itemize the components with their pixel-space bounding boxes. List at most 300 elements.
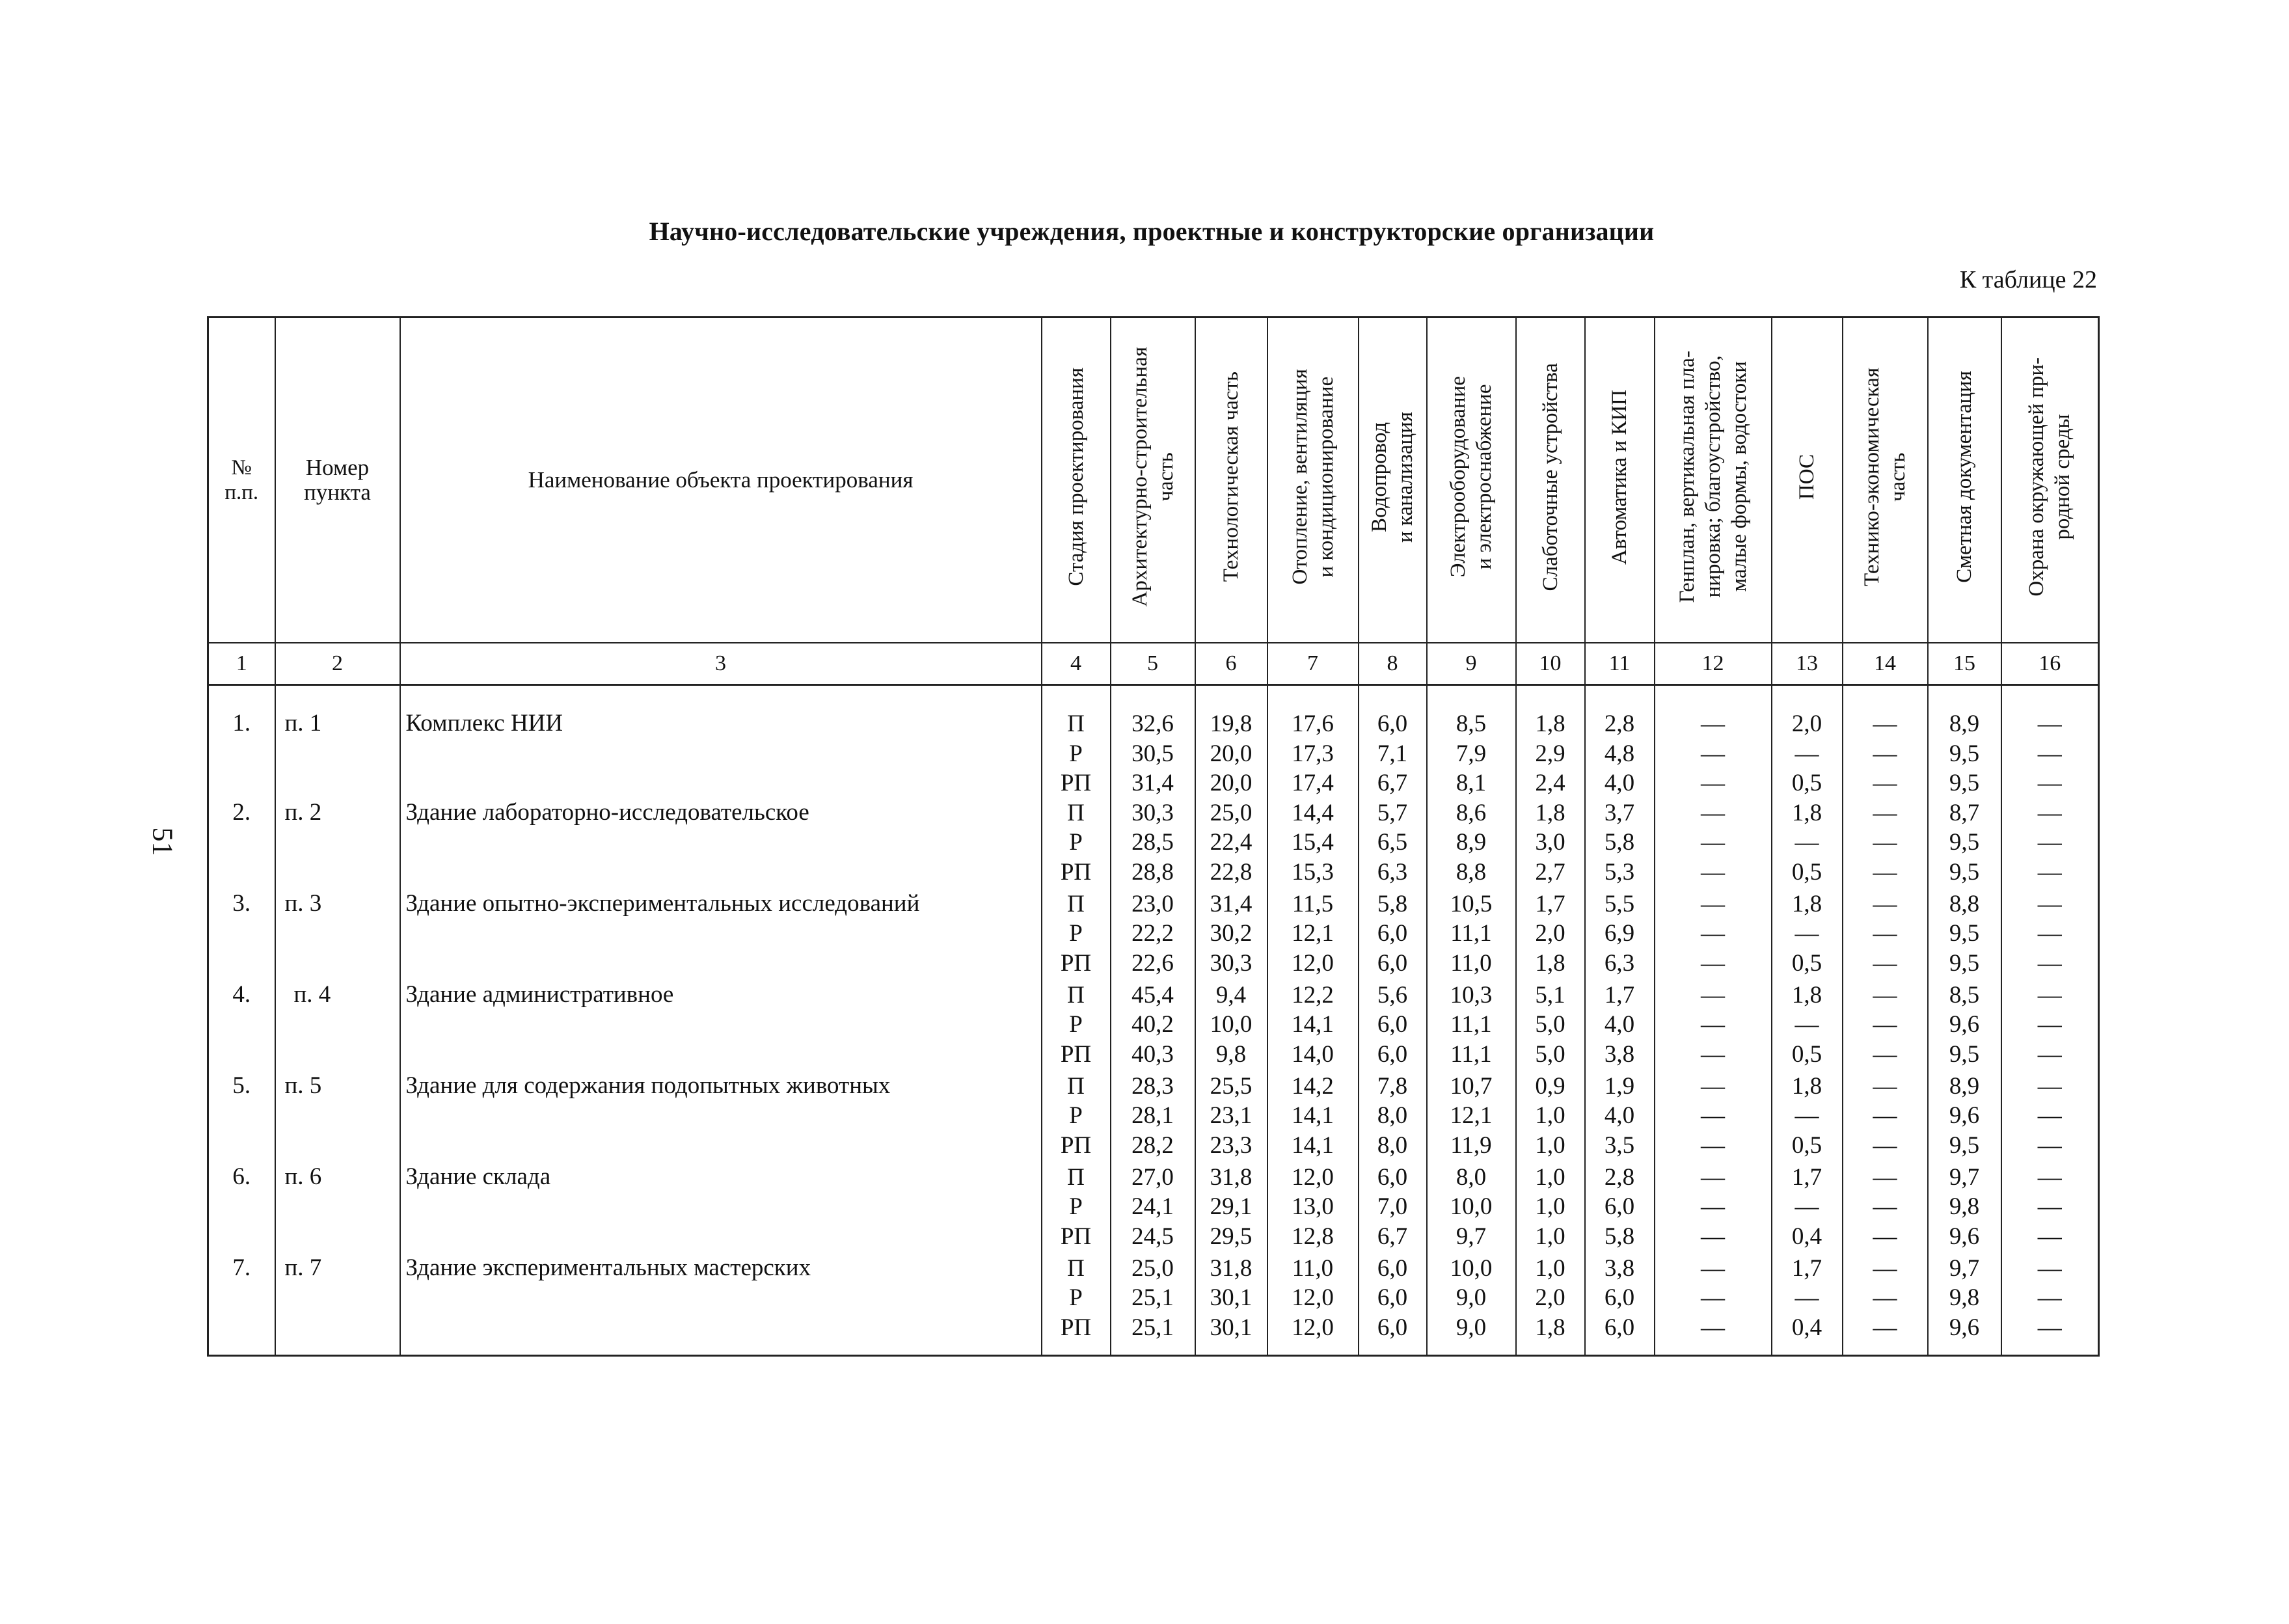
cell-value: — xyxy=(1795,1193,1819,1220)
cell-value: 8,8 xyxy=(1949,890,1980,917)
cell-c8 xyxy=(1359,981,1427,1072)
cell-value: П xyxy=(1067,1163,1085,1191)
cell-value: 20,0 xyxy=(1210,770,1253,796)
row-point: п. 2 xyxy=(275,798,400,889)
table-row xyxy=(208,1163,2099,1254)
cell-value: 28,1 xyxy=(1131,1102,1174,1129)
cell-c13 xyxy=(1772,1072,1843,1163)
cell-value: 12,0 xyxy=(1292,1284,1334,1311)
cell-value: 12,0 xyxy=(1292,1163,1334,1191)
cell-value: 1,8 xyxy=(1535,799,1565,826)
cell-c8 xyxy=(1359,685,1427,798)
cell-value: 1,0 xyxy=(1535,1131,1565,1159)
cell-value: 9,6 xyxy=(1949,1011,1980,1038)
column-number: 10 xyxy=(1516,643,1585,685)
cell-value: Р xyxy=(1069,829,1083,856)
cell-value: 28,8 xyxy=(1131,858,1174,886)
cell-value: — xyxy=(2037,710,2062,737)
cell-c12 xyxy=(1655,981,1772,1072)
cell-value: 25,5 xyxy=(1210,1072,1253,1100)
cell-value: 6,0 xyxy=(1377,710,1408,737)
cell-value: 11,1 xyxy=(1450,1011,1492,1038)
table-row xyxy=(208,1072,2099,1163)
cell-value: — xyxy=(2037,1314,2062,1341)
cell-value: 1,7 xyxy=(1535,890,1565,917)
column-number: 11 xyxy=(1585,643,1655,685)
cell-value: 14,1 xyxy=(1292,1011,1334,1038)
col-header-8 xyxy=(1359,318,1427,643)
cell-value: — xyxy=(2037,858,2062,886)
cell-value: — xyxy=(1873,858,1897,886)
cell-value: 1,0 xyxy=(1535,1254,1565,1282)
cell-c9 xyxy=(1427,1072,1516,1163)
cell-value: 11,1 xyxy=(1450,920,1492,947)
cell-value: 11,0 xyxy=(1292,1254,1334,1282)
cell-value: 6,0 xyxy=(1377,920,1408,947)
cell-value: РП xyxy=(1060,1040,1092,1068)
cell-value: 3,8 xyxy=(1604,1254,1635,1282)
cell-c10 xyxy=(1516,798,1585,889)
cell-value: 2,9 xyxy=(1535,740,1565,767)
col-header-label: Номер пункта xyxy=(304,455,371,505)
cell-c15 xyxy=(1928,1072,2001,1163)
col-header-label: Технико-экономическая часть xyxy=(1860,368,1910,586)
cell-value: 17,6 xyxy=(1292,710,1334,737)
cell-value: — xyxy=(1873,1131,1897,1159)
cell-value: — xyxy=(1701,1314,1725,1341)
col-header-10 xyxy=(1516,318,1585,643)
cell-c7 xyxy=(1267,889,1359,981)
col-header-label: Стадия проектирования xyxy=(1064,368,1088,586)
cell-value: 8,0 xyxy=(1377,1102,1408,1129)
cell-value: 9,6 xyxy=(1949,1223,1980,1250)
cell-value: — xyxy=(1873,949,1897,977)
cell-value: 9,5 xyxy=(1949,1040,1980,1068)
cell-value: 1,9 xyxy=(1604,1072,1635,1100)
cell-value: — xyxy=(1873,770,1897,796)
page-number: 51 xyxy=(146,827,179,856)
cell-c11 xyxy=(1585,981,1655,1072)
cell-value: — xyxy=(1873,1072,1897,1100)
cell-c7 xyxy=(1267,981,1359,1072)
cell-c11 xyxy=(1585,889,1655,981)
cell-c6 xyxy=(1195,685,1267,798)
cell-value: 3,0 xyxy=(1535,829,1565,856)
cell-value: 31,4 xyxy=(1210,890,1253,917)
cell-c16 xyxy=(2001,889,2099,981)
cell-c16 xyxy=(2001,1072,2099,1163)
row-object-name: Здание для содержания подопытных животных xyxy=(400,1072,1042,1163)
cell-value: — xyxy=(2037,799,2062,826)
cell-value: П xyxy=(1067,890,1085,917)
cell-value: П xyxy=(1067,1072,1085,1100)
cell-value: РП xyxy=(1060,1223,1092,1250)
cell-c8 xyxy=(1359,1163,1427,1254)
cell-c5 xyxy=(1111,798,1195,889)
cell-value: 4,0 xyxy=(1604,1102,1635,1129)
cell-value: — xyxy=(1701,1072,1725,1100)
cell-value: — xyxy=(1873,1254,1897,1282)
cell-value: — xyxy=(2037,1284,2062,1311)
column-number: 2 xyxy=(275,643,400,685)
cell-c6 xyxy=(1195,889,1267,981)
row-point: п. 5 xyxy=(275,1072,400,1163)
cell-c16 xyxy=(2001,1254,2099,1356)
cell-value: 6,0 xyxy=(1604,1193,1635,1220)
cell-value: — xyxy=(1873,1163,1897,1191)
col-header-label: Отопление, вентиляция и кондиционирование xyxy=(1288,369,1338,585)
cell-c8 xyxy=(1359,798,1427,889)
cell-c16 xyxy=(2001,981,2099,1072)
table-row xyxy=(208,1254,2099,1356)
cell-value: 12,0 xyxy=(1292,1314,1334,1341)
cell-value: — xyxy=(1795,1102,1819,1129)
cell-value: РП xyxy=(1060,949,1092,977)
cell-value: 30,1 xyxy=(1210,1314,1253,1341)
col-header-label: Охрана окружающей при- родной среды xyxy=(2025,357,2075,597)
cell-value: — xyxy=(2037,1193,2062,1220)
cell-value: 9,4 xyxy=(1215,981,1247,1008)
cell-value: 11,9 xyxy=(1450,1131,1492,1159)
cell-value: 9,0 xyxy=(1456,1314,1487,1341)
cell-value: — xyxy=(1701,829,1725,856)
col-header-label: Сметная документация xyxy=(1953,371,1976,583)
cell-value: — xyxy=(2037,1011,2062,1038)
cell-value: 6,3 xyxy=(1377,858,1408,886)
cell-value: 1,8 xyxy=(1791,981,1822,1008)
cell-c14 xyxy=(1843,981,1928,1072)
table-body xyxy=(208,685,2099,1356)
col-header-label: № п.п. xyxy=(224,456,259,504)
cell-value: 8,8 xyxy=(1456,858,1487,886)
cell-value: — xyxy=(1701,949,1725,977)
cell-c9 xyxy=(1427,685,1516,798)
cell-c11 xyxy=(1585,1254,1655,1356)
cell-value: 7,0 xyxy=(1377,1193,1408,1220)
cell-value: — xyxy=(2037,1254,2062,1282)
cell-stages xyxy=(1042,685,1111,798)
row-point: п. 3 xyxy=(275,889,400,981)
cell-value: 12,1 xyxy=(1450,1102,1493,1129)
col-header-14 xyxy=(1843,318,1928,643)
cell-c15 xyxy=(1928,1254,2001,1356)
row-object-name: Здание лабораторно-исследовательское xyxy=(400,798,1042,889)
col-header-label: Технологическая часть xyxy=(1219,372,1243,582)
cell-value: 6,0 xyxy=(1377,1040,1408,1068)
cell-value: 1,8 xyxy=(1791,1072,1822,1100)
cell-value: 11,5 xyxy=(1292,890,1334,917)
cell-value: — xyxy=(1701,1284,1725,1311)
col-header-label: Генплан, вертикальная пла- нировка; благоустройство, малые формы, водостоки xyxy=(1675,351,1751,603)
cell-value: — xyxy=(1701,1011,1725,1038)
cell-c7 xyxy=(1267,1072,1359,1163)
cell-c12 xyxy=(1655,1072,1772,1163)
cell-value: — xyxy=(2037,949,2062,977)
cell-value: 2,0 xyxy=(1535,1284,1565,1311)
cell-value: — xyxy=(2037,1040,2062,1068)
row-index: 3. xyxy=(208,889,275,981)
cell-value: Р xyxy=(1069,1011,1083,1038)
cell-value: 1,7 xyxy=(1791,1254,1822,1282)
cell-value: — xyxy=(1701,920,1725,947)
col-header-label: Слаботочные устройства xyxy=(1538,362,1562,591)
cell-value: 8,7 xyxy=(1949,799,1980,826)
cell-value: 1,0 xyxy=(1535,1223,1565,1250)
table-row xyxy=(208,685,2099,798)
cell-value: 15,4 xyxy=(1292,829,1334,856)
page-title: Научно-исследовательские учреждения, проектные и конструкторские организации xyxy=(649,217,1655,246)
cell-value: 20,0 xyxy=(1210,740,1253,767)
cell-c9 xyxy=(1427,889,1516,981)
cell-value: — xyxy=(1873,740,1897,767)
cell-value: 9,7 xyxy=(1456,1223,1487,1250)
cell-value: — xyxy=(1873,1193,1897,1220)
cell-value: — xyxy=(1873,1102,1897,1129)
cell-value: 12,8 xyxy=(1292,1223,1334,1250)
cell-value: 19,8 xyxy=(1210,710,1253,737)
cell-value: 10,5 xyxy=(1450,890,1493,917)
cell-c10 xyxy=(1516,1163,1585,1254)
column-number: 4 xyxy=(1042,643,1111,685)
cell-value: 6,0 xyxy=(1377,949,1408,977)
cell-value: 9,5 xyxy=(1949,920,1980,947)
cell-value: 0,5 xyxy=(1791,1040,1822,1068)
cell-value: 29,5 xyxy=(1210,1223,1253,1250)
cell-value: 4,0 xyxy=(1604,1011,1635,1038)
row-object-name: Здание склада xyxy=(400,1163,1042,1254)
cell-value: П xyxy=(1067,799,1085,826)
cell-c6 xyxy=(1195,798,1267,889)
cell-value: — xyxy=(1701,981,1725,1008)
column-number: 3 xyxy=(400,643,1042,685)
cell-stages xyxy=(1042,1072,1111,1163)
cell-value: 9,7 xyxy=(1949,1254,1980,1282)
row-index: 1. xyxy=(208,685,275,798)
row-point: п. 1 xyxy=(275,685,400,798)
cell-c13 xyxy=(1772,685,1843,798)
cell-value: Р xyxy=(1069,1193,1083,1220)
cell-c14 xyxy=(1843,1254,1928,1356)
cell-value: 28,2 xyxy=(1131,1131,1174,1159)
cell-value: 1,8 xyxy=(1535,1314,1565,1341)
cell-c10 xyxy=(1516,1072,1585,1163)
column-number: 9 xyxy=(1427,643,1516,685)
cell-value: — xyxy=(2037,829,2062,856)
row-object-name: Здание экспериментальных мастерских xyxy=(400,1254,1042,1356)
cell-c11 xyxy=(1585,798,1655,889)
cell-value: 9,8 xyxy=(1215,1040,1247,1068)
col-header-9 xyxy=(1427,318,1516,643)
cell-c12 xyxy=(1655,1163,1772,1254)
cell-value: 31,4 xyxy=(1131,770,1174,796)
cell-value: 12,1 xyxy=(1292,920,1334,947)
cell-value: 6,0 xyxy=(1377,1254,1408,1282)
cell-value: 6,9 xyxy=(1604,920,1635,947)
cell-value: Р xyxy=(1069,1284,1083,1311)
cell-value: П xyxy=(1067,981,1085,1008)
cell-value: 2,0 xyxy=(1791,710,1822,737)
cell-value: 2,7 xyxy=(1535,858,1565,886)
col-header-label: Водопровод и канализация xyxy=(1368,411,1417,543)
cell-value: 30,2 xyxy=(1210,920,1253,947)
cell-stages xyxy=(1042,1163,1111,1254)
header-row xyxy=(208,318,2099,643)
cell-value: 1,7 xyxy=(1604,981,1635,1008)
col-header-label: Электрооборудование и электроснабжение xyxy=(1446,376,1496,578)
col-header-15 xyxy=(1928,318,2001,643)
cell-value: 1,7 xyxy=(1791,1163,1822,1191)
col-header-label: Архитектурно-строительная часть xyxy=(1128,347,1178,607)
cell-value: 10,3 xyxy=(1450,981,1493,1008)
cell-value: Р xyxy=(1069,1102,1083,1129)
cell-c9 xyxy=(1427,1163,1516,1254)
row-index: 7. xyxy=(208,1254,275,1356)
cell-value: — xyxy=(1701,1223,1725,1250)
cell-c11 xyxy=(1585,1163,1655,1254)
cell-value: Р xyxy=(1069,740,1083,767)
cell-value: 0,9 xyxy=(1535,1072,1565,1100)
cell-value: — xyxy=(1795,740,1819,767)
cell-c11 xyxy=(1585,685,1655,798)
cell-value: — xyxy=(1701,1254,1725,1282)
cell-c7 xyxy=(1267,798,1359,889)
cell-c6 xyxy=(1195,1072,1267,1163)
table-reference: К таблице 22 xyxy=(1959,266,2097,293)
cell-value: 5,0 xyxy=(1535,1040,1565,1068)
cell-value: 11,1 xyxy=(1450,1040,1492,1068)
cell-value: 2,8 xyxy=(1604,1163,1635,1191)
cell-c9 xyxy=(1427,798,1516,889)
cell-value: 0,5 xyxy=(1791,858,1822,886)
cell-value: — xyxy=(1795,1284,1819,1311)
cell-c8 xyxy=(1359,889,1427,981)
cell-c14 xyxy=(1843,798,1928,889)
cell-value: — xyxy=(2037,920,2062,947)
column-number: 7 xyxy=(1267,643,1359,685)
cell-value: 14,4 xyxy=(1292,799,1334,826)
cell-c10 xyxy=(1516,981,1585,1072)
cell-value: 27,0 xyxy=(1131,1163,1174,1191)
cell-value: 1,0 xyxy=(1535,1193,1565,1220)
cell-value: 5,1 xyxy=(1535,981,1565,1008)
cell-value: 23,3 xyxy=(1210,1131,1253,1159)
cell-value: 24,5 xyxy=(1131,1223,1174,1250)
cell-c7 xyxy=(1267,1254,1359,1356)
cell-value: 28,3 xyxy=(1131,1072,1174,1100)
cell-value: 6,0 xyxy=(1377,1314,1408,1341)
cell-value: — xyxy=(1701,770,1725,796)
cell-value: 10,0 xyxy=(1450,1193,1493,1220)
cell-c13 xyxy=(1772,1163,1843,1254)
col-header-label: Наименование объекта проектирования xyxy=(528,467,914,493)
cell-stages xyxy=(1042,798,1111,889)
cell-value: 3,8 xyxy=(1604,1040,1635,1068)
cell-stages xyxy=(1042,981,1111,1072)
cell-value: — xyxy=(1795,829,1819,856)
cell-value: — xyxy=(1873,890,1897,917)
cell-value: 22,4 xyxy=(1210,829,1253,856)
cell-value: 8,9 xyxy=(1456,829,1487,856)
cell-value: 5,3 xyxy=(1604,858,1635,886)
cell-c8 xyxy=(1359,1254,1427,1356)
cell-value: 6,0 xyxy=(1377,1163,1408,1191)
column-number: 13 xyxy=(1772,643,1843,685)
cell-value: 5,0 xyxy=(1535,1011,1565,1038)
cell-value: 23,1 xyxy=(1210,1102,1253,1129)
cell-value: 14,0 xyxy=(1292,1040,1334,1068)
cell-c14 xyxy=(1843,1163,1928,1254)
cell-value: 11,0 xyxy=(1450,949,1492,977)
column-number: 15 xyxy=(1928,643,2001,685)
cell-value: 6,3 xyxy=(1604,949,1635,977)
cell-value: 1,8 xyxy=(1535,710,1565,737)
cell-value: 22,2 xyxy=(1131,920,1174,947)
cell-value: 1,8 xyxy=(1535,949,1565,977)
cell-value: — xyxy=(2037,770,2062,796)
column-number: 12 xyxy=(1655,643,1772,685)
cell-value: 7,8 xyxy=(1377,1072,1408,1100)
cell-c12 xyxy=(1655,798,1772,889)
cell-value: 4,8 xyxy=(1604,740,1635,767)
cell-value: 3,5 xyxy=(1604,1131,1635,1159)
cell-value: 9,5 xyxy=(1949,770,1980,796)
column-number: 16 xyxy=(2001,643,2099,685)
cell-c14 xyxy=(1843,685,1928,798)
cell-c7 xyxy=(1267,1163,1359,1254)
cell-c13 xyxy=(1772,981,1843,1072)
cell-value: — xyxy=(1795,1011,1819,1038)
cell-value: — xyxy=(1873,710,1897,737)
cell-value: — xyxy=(1701,1163,1725,1191)
table-row xyxy=(208,798,2099,889)
cell-value: 6,0 xyxy=(1604,1284,1635,1311)
row-index: 4. xyxy=(208,981,275,1072)
cell-value: 31,8 xyxy=(1210,1254,1253,1282)
row-point: п. 6 xyxy=(275,1163,400,1254)
cell-value: РП xyxy=(1060,1131,1092,1159)
cell-value: 40,2 xyxy=(1131,1011,1174,1038)
cell-c13 xyxy=(1772,889,1843,981)
col-header-3 xyxy=(400,318,1042,643)
cell-value: — xyxy=(1701,1131,1725,1159)
cell-value: 25,0 xyxy=(1131,1254,1174,1282)
cell-value: — xyxy=(1873,1011,1897,1038)
cell-c5 xyxy=(1111,981,1195,1072)
col-header-7 xyxy=(1267,318,1359,643)
cell-value: 0,5 xyxy=(1791,949,1822,977)
cell-c6 xyxy=(1195,1254,1267,1356)
cell-value: 25,1 xyxy=(1131,1314,1174,1341)
row-index: 2. xyxy=(208,798,275,889)
col-header-4 xyxy=(1042,318,1111,643)
cell-c16 xyxy=(2001,1163,2099,1254)
cell-value: 12,2 xyxy=(1292,981,1334,1008)
cell-value: 5,8 xyxy=(1604,829,1635,856)
cell-value: — xyxy=(1873,1284,1897,1311)
cell-value: 5,7 xyxy=(1377,799,1408,826)
cell-value: РП xyxy=(1060,858,1092,886)
cell-value: — xyxy=(2037,740,2062,767)
cell-value: 14,2 xyxy=(1292,1072,1334,1100)
cell-stages xyxy=(1042,1254,1111,1356)
col-header-11 xyxy=(1585,318,1655,643)
cell-value: 10,7 xyxy=(1450,1072,1493,1100)
cell-value: — xyxy=(1873,1223,1897,1250)
cell-value: — xyxy=(1701,1040,1725,1068)
cell-value: 8,6 xyxy=(1456,799,1487,826)
cell-value: — xyxy=(1701,740,1725,767)
cell-value: 25,1 xyxy=(1131,1284,1174,1311)
